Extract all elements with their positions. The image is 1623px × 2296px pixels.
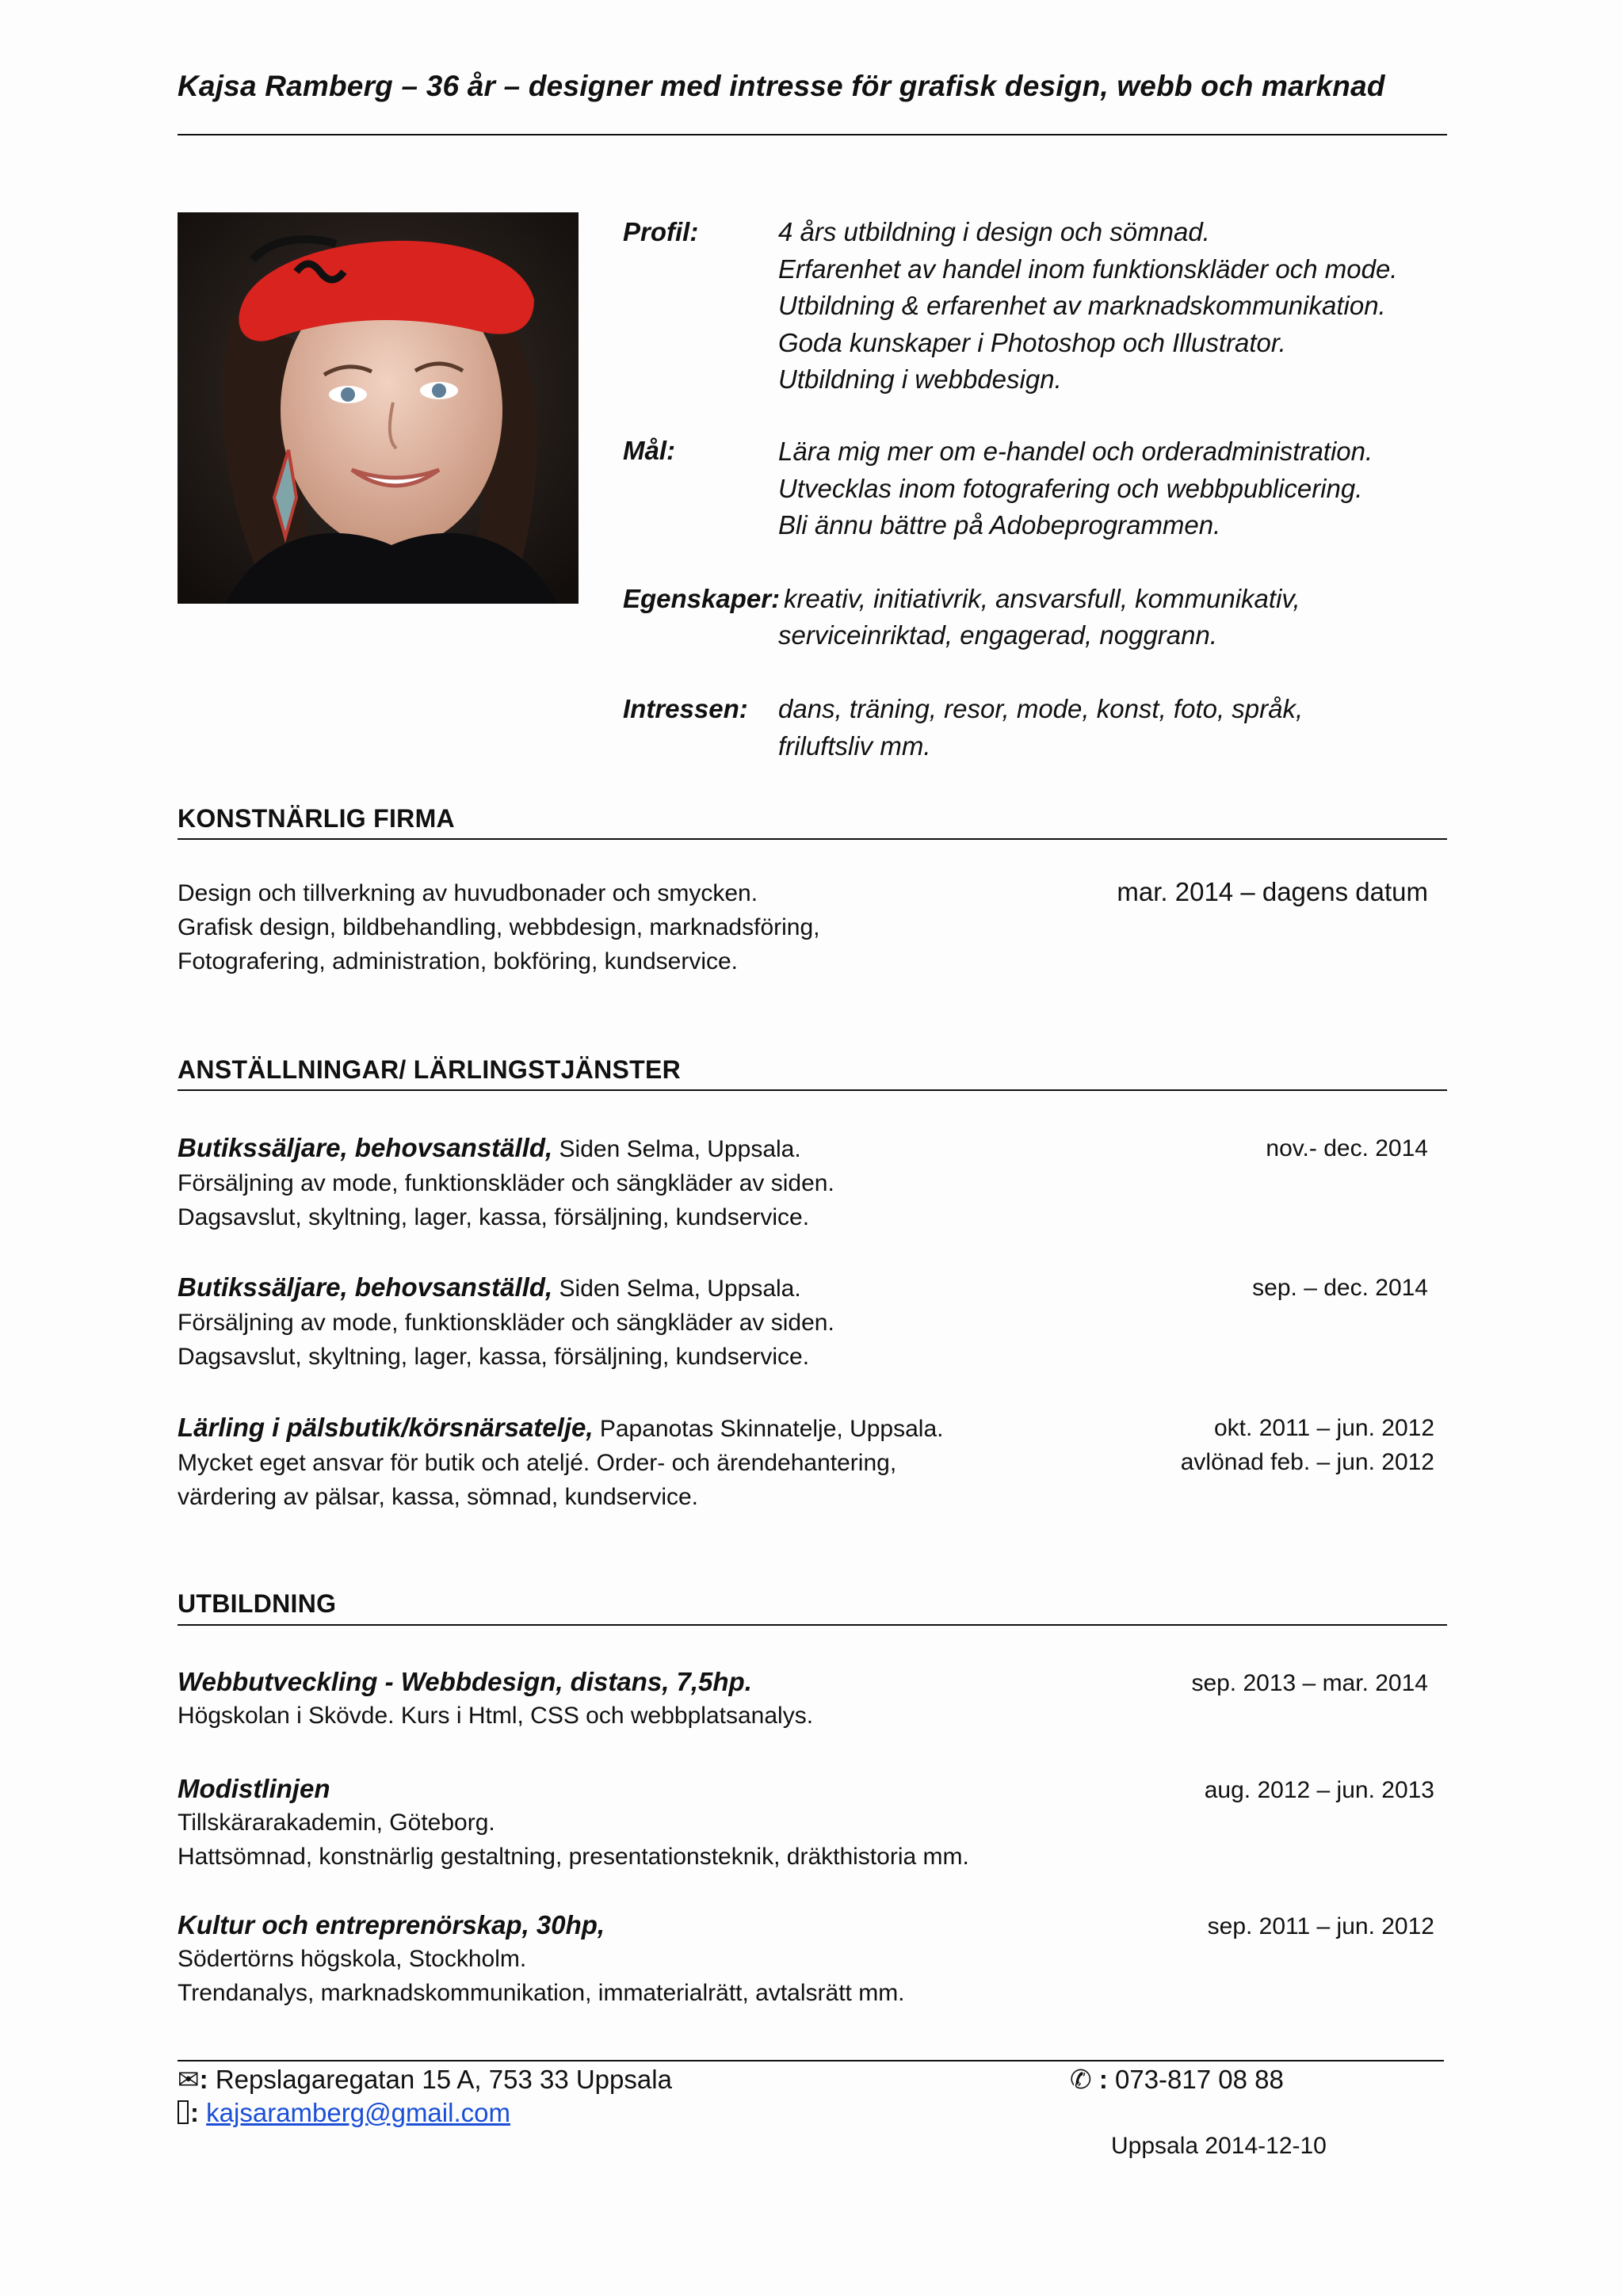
- education-date: sep. 2013 – mar. 2014: [1191, 1670, 1428, 1696]
- job-title: Butikssäljare, behovsanställd,: [178, 1133, 553, 1162]
- address-line: [178, 2064, 672, 2095]
- portrait-illustration: [178, 212, 579, 604]
- mal-values: [778, 433, 1373, 544]
- footer-divider: [178, 2060, 1444, 2061]
- firma-line: Grafisk design, bildbehandling, webbdesign, marknadsföring,: [178, 914, 820, 940]
- job-line: Dagsavslut, skyltning, lager, kassa, försäljning, kundservice.: [178, 1344, 810, 1370]
- job-heading-line: [178, 1131, 834, 1166]
- mobile-phone-icon: ✆: [1070, 2065, 1092, 2094]
- job-date-paid: avlönad feb. – jun. 2012: [1180, 1449, 1434, 1475]
- firma-divider: [178, 838, 1447, 840]
- mal-label: Mål:: [623, 436, 675, 465]
- utbildning-heading: UTBILDNING: [178, 1589, 337, 1618]
- missing-glyph-icon: [178, 2100, 189, 2124]
- job-line: Mycket eget ansvar för butik och ateljé. Order- och ärendehantering,: [178, 1450, 897, 1476]
- education-title: Modistlinjen: [178, 1774, 330, 1803]
- job-line: Försäljning av mode, funktionskläder och sängkläder av siden.: [178, 1170, 834, 1196]
- egenskaper-line-1: kreativ, initiativrik, ansvarsfull, kommunikativ,: [784, 584, 1300, 613]
- job-heading-line: [178, 1410, 943, 1446]
- job-title: Lärling i pälsbutik/körsnärsatelje,: [178, 1413, 594, 1442]
- job-line: Försäljning av mode, funktionskläder och sängkläder av siden.: [178, 1310, 834, 1336]
- firma-line: Design och tillverkning av huvudbonader och smycken.: [178, 880, 758, 906]
- profil-line: Utbildning & erfarenhet av marknadskommunikation.: [778, 291, 1386, 320]
- education-line: Trendanalys, marknadskommunikation, immaterialrätt, avtalsrätt mm.: [178, 1980, 905, 2006]
- profil-label: Profil:: [623, 217, 699, 246]
- egenskaper-label: Egenskaper:: [623, 584, 781, 613]
- email-line: [178, 2098, 510, 2128]
- education-entry: [178, 1772, 969, 1874]
- job-entry: [178, 1410, 943, 1514]
- address-text: Repslagaregatan 15 A, 753 33 Uppsala: [215, 2065, 672, 2094]
- egenskaper-line-2: serviceinriktad, engagerad, noggrann.: [778, 620, 1218, 650]
- firma-description: [178, 876, 819, 978]
- education-title: Kultur och entreprenörskap, 30hp,: [178, 1910, 605, 1939]
- education-entry: [178, 1665, 813, 1733]
- job-date-line: okt. 2011 – jun. 2012: [1214, 1415, 1434, 1441]
- profil-line: Goda kunskaper i Photoshop och Illustrator.: [778, 327, 1286, 357]
- utbildning-divider: [178, 1624, 1447, 1626]
- job-line: värdering av pälsar, kassa, sömnad, kundservice.: [178, 1484, 698, 1510]
- intressen-line: dans, träning, resor, mode, konst, foto, språk,: [778, 694, 1304, 723]
- job-date: nov.- dec. 2014: [1266, 1135, 1428, 1161]
- education-date: aug. 2012 – jun. 2013: [1204, 1777, 1434, 1803]
- education-line: Hattsömnad, konstnärlig gestaltning, presentationsteknik, dräkthistoria mm.: [178, 1844, 969, 1870]
- mal-line: Lära mig mer om e-handel och orderadministration.: [778, 437, 1373, 466]
- profil-line: Erfarenhet av handel inom funktionskläder och mode.: [778, 254, 1398, 284]
- address-separator: :: [199, 2065, 216, 2094]
- job-place: Siden Selma, Uppsala.: [552, 1276, 801, 1302]
- profil-line: Utbildning i webbdesign.: [778, 364, 1062, 394]
- education-line: Tillskärarakademin, Göteborg.: [178, 1810, 495, 1836]
- phone-line: [1070, 2064, 1284, 2095]
- education-date: sep. 2011 – jun. 2012: [1207, 1913, 1434, 1939]
- title-divider: [178, 134, 1447, 135]
- job-entry: [178, 1131, 834, 1234]
- firma-line: Fotografering, administration, bokföring, kundservice.: [178, 948, 739, 974]
- profil-values: [778, 214, 1397, 399]
- firma-heading: KONSTNÄRLIG FIRMA: [178, 804, 455, 833]
- anstallningar-heading: ANSTÄLLNINGAR/ LÄRLINGSTJÄNSTER: [178, 1055, 682, 1084]
- job-place: Papanotas Skinnatelje, Uppsala.: [593, 1416, 944, 1442]
- place-date: Uppsala 2014-12-10: [1111, 2133, 1327, 2159]
- firma-date: mar. 2014 – dagens datum: [1117, 877, 1428, 906]
- education-line: Högskolan i Skövde. Kurs i Html, CSS och webbplatsanalys.: [178, 1703, 814, 1729]
- page-title: Kajsa Ramberg – 36 år – designer med intresse för grafisk design, webb och marknad: [178, 70, 1385, 102]
- anstallningar-divider: [178, 1089, 1447, 1091]
- job-date: sep. – dec. 2014: [1252, 1275, 1428, 1301]
- envelope-icon: ✉: [178, 2065, 200, 2094]
- phone-separator: :: [1091, 2065, 1115, 2094]
- job-heading-line: [178, 1270, 834, 1306]
- job-place: Siden Selma, Uppsala.: [552, 1136, 801, 1162]
- job-title: Butikssäljare, behovsanställd,: [178, 1272, 553, 1302]
- intressen-label: Intressen:: [623, 694, 748, 723]
- portrait-photo: [178, 212, 579, 604]
- job-line: Dagsavslut, skyltning, lager, kassa, försäljning, kundservice.: [178, 1204, 810, 1230]
- phone-number: 073-817 08 88: [1114, 2065, 1284, 2094]
- mal-line: Utvecklas inom fotografering och webbpublicering.: [778, 473, 1363, 503]
- profil-line: 4 års utbildning i design och sömnad.: [778, 217, 1210, 246]
- education-entry: [178, 1908, 905, 2010]
- intressen-line: friluftsliv mm.: [778, 730, 931, 761]
- education-line: Södertörns högskola, Stockholm.: [178, 1946, 527, 1972]
- email-link[interactable]: kajsaramberg@gmail.com: [206, 2098, 510, 2127]
- email-separator: :: [190, 2098, 207, 2127]
- education-title: Webbutveckling - Webbdesign, distans, 7,5hp.: [178, 1667, 752, 1696]
- mal-line: Bli ännu bättre på Adobeprogrammen.: [778, 510, 1221, 540]
- intressen-values: [778, 691, 1303, 765]
- job-date: [1181, 1411, 1434, 1479]
- job-entry: [178, 1270, 834, 1374]
